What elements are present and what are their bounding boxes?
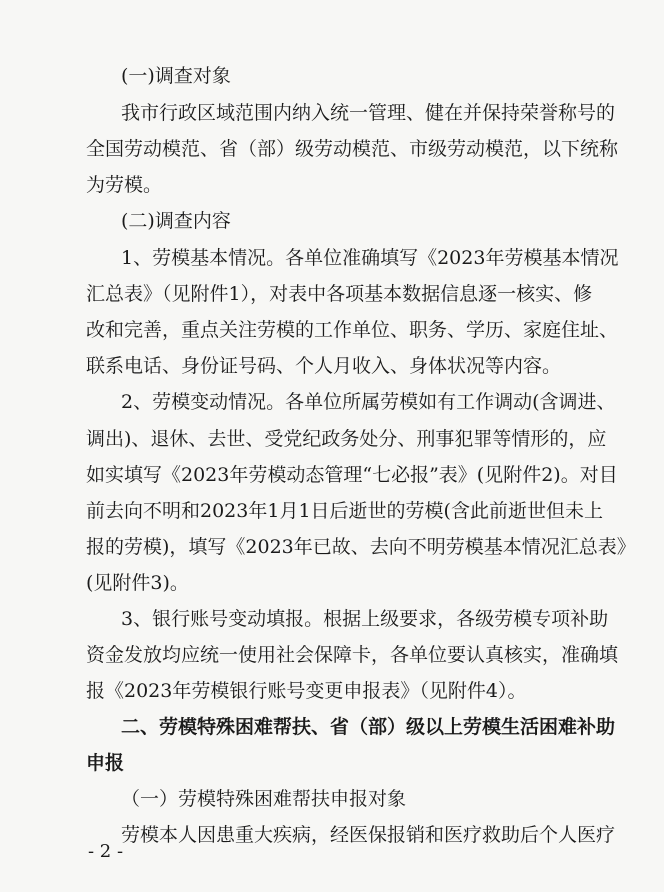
paragraph-line: 汇总表》（见附件1），对表中各项基本数据信息逐一核实、修 [86, 283, 593, 305]
paragraph-line: 全国劳动模范、省（部）级劳动模范、市级劳动模范，以下统称 [86, 138, 619, 160]
paragraph-line: 3、银行账号变动填报。根据上级要求，各级劳模专项补助 [121, 608, 609, 630]
section-heading-survey-content: (二)调查内容 [121, 210, 231, 232]
paragraph-line: 为劳模。 [86, 174, 163, 196]
part-heading-continued: 申报 [86, 752, 125, 774]
paragraph-line: 报的劳模)，填写《2023年已故、去向不明劳模基本情况汇总表》 [86, 536, 636, 558]
paragraph-line: 报《2023年劳模银行账号变更申报表》（见附件4）。 [86, 680, 527, 702]
paragraph-line: 2、劳模变动情况。各单位所属劳模如有工作调动(含调进、 [121, 391, 616, 413]
paragraph-line: 前去向不明和2023年1月1日后逝世的劳模(含此前逝世但未上 [86, 500, 603, 522]
part-heading: 二、劳模特殊困难帮扶、省（部）级以上劳模生活困难补助 [121, 716, 616, 738]
paragraph-line: 劳模本人因患重大疾病，经医保报销和医疗救助后个人医疗 [121, 824, 616, 846]
background-watermark [520, 170, 660, 230]
paragraph-line: 改和完善，重点关注劳模的工作单位、职务、学历、家庭住址、 [86, 319, 619, 341]
paragraph-line: 资金发放均应统一使用社会保障卡，各单位要认真核实，准确填 [86, 644, 619, 666]
paragraph-line: 1、劳模基本情况。各单位准确填写《2023年劳模基本情况 [121, 247, 619, 269]
paragraph-line: 联系电话、身份证号码、个人月收入、身体状况等内容。 [86, 355, 562, 377]
section-heading-survey-target: (一)调查对象 [121, 65, 231, 87]
subsection-heading: （一）劳模特殊困难帮扶申报对象 [121, 788, 407, 810]
page-number: - 2 - [88, 841, 124, 862]
paragraph-line: 调出)、退休、去世、受党纪政务处分、刑事犯罪等情形的，应 [86, 428, 607, 450]
paragraph-line: 如实填写《2023年劳模动态管理“七必报”表》(见附件2)。对目 [86, 464, 618, 486]
paragraph-line: 我市行政区域范围内纳入统一管理、健在并保持荣誉称号的 [121, 102, 616, 124]
paragraph-line: (见附件3)。 [86, 572, 189, 594]
